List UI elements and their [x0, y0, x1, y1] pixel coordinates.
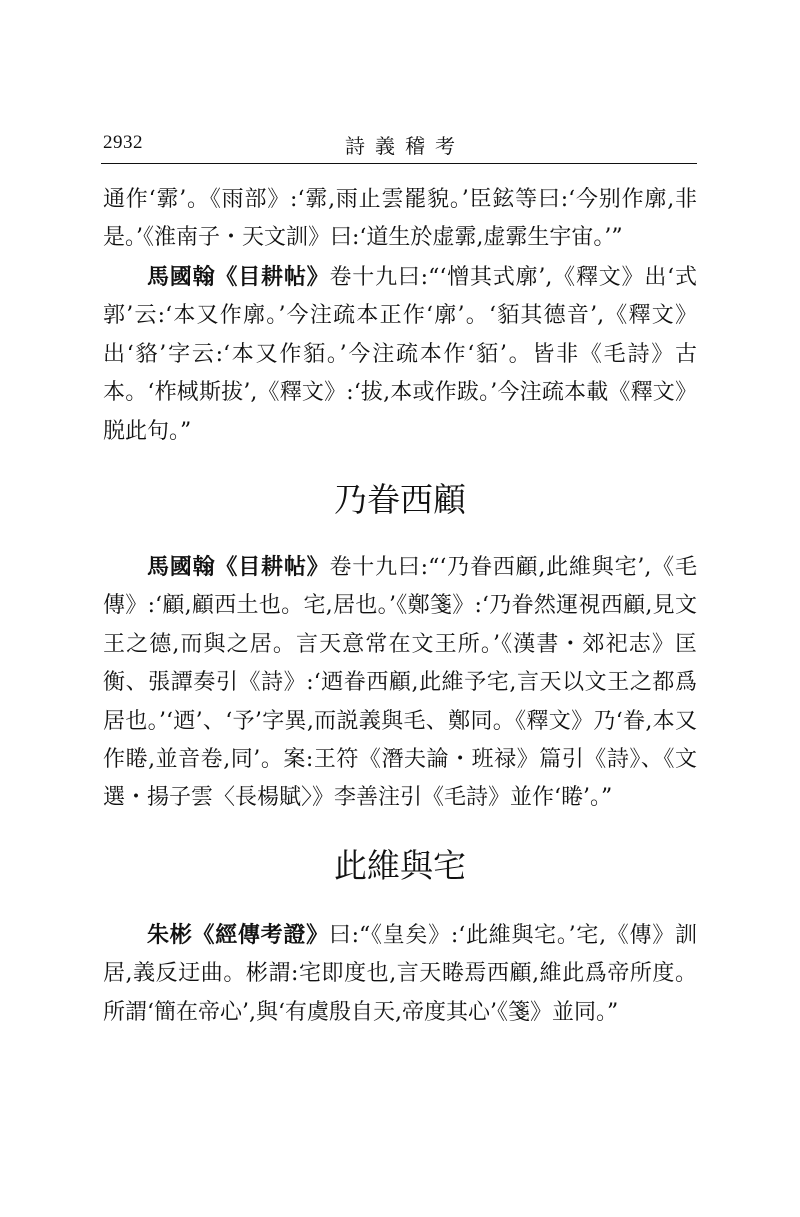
cited-work: 《目耕帖》	[215, 554, 330, 580]
section-heading: 乃眷西顧	[334, 480, 466, 519]
section-text: 卷十九曰:“‘乃眷西顧,此維與宅’,《毛傳》:‘顧,顧西土也。宅,居也。’《鄭箋》:‘乃眷然運視西顧,見文王之德,而與之居。言天意常在文王所。’《漢書・郊祀志》匡衡、張譚奏引《詩》:‘迺眷西顧,此維予宅,言天以文王之都爲居也。’‘迺’、‘予’字異,而説義與毛、鄭同。《釋文》乃‘眷,本又作睠,並音卷,同’。案:王符《潛夫論・班禄》篇引《詩》、《文選・揚子雲〈長楊賦〉》李善注引《毛詩》並作‘睠’。”	[103, 555, 697, 811]
running-title: 詩義稽考	[345, 134, 465, 158]
cited-work: 《目耕帖》	[215, 264, 330, 290]
note-text: 卷十九曰:“‘憎其式廓’,《釋文》出‘式郭’云:‘本又作廓。’今注疏本正作‘廓’。‘貊其德音’,《釋文》出‘貉’字云:‘本又作貊。’今注疏本作‘貊’。皆非《毛詩》古本。‘柞棫斯拔’,《釋文》:‘拔,本或作跋。’今注疏本載《釋文》脱此句。”	[103, 265, 697, 444]
note-paragraph	[103, 258, 697, 451]
section-text: 曰:“《皇矣》:‘此維與宅。’宅,《傳》訓居,義反迂曲。彬謂:宅即度也,言天睠焉西顧,維此爲帝所度。所謂‘簡在帝心’,與‘有虞殷自天,帝度其心’《箋》並同。”	[103, 923, 697, 1025]
continuation-paragraph	[103, 181, 697, 258]
continuation-text: 通作‘霩’。《雨部》:‘霩,雨止雲罷貌。’臣鉉等曰:‘今别作廓,非是。’《淮南子・天文訓》曰:‘道生於虚霩,虚霩生宇宙。’”	[103, 187, 697, 251]
section-heading: 此維與宅	[334, 846, 466, 885]
cited-author: 馬國翰	[147, 554, 216, 580]
page-number: 2932	[103, 132, 143, 153]
section-paragraph	[103, 548, 697, 818]
section-paragraph	[103, 916, 697, 1032]
cited-work: 《經傳考證》	[192, 922, 329, 948]
cited-author: 朱彬	[147, 922, 193, 948]
header-rule	[101, 163, 697, 164]
cited-author: 馬國翰	[147, 264, 216, 290]
